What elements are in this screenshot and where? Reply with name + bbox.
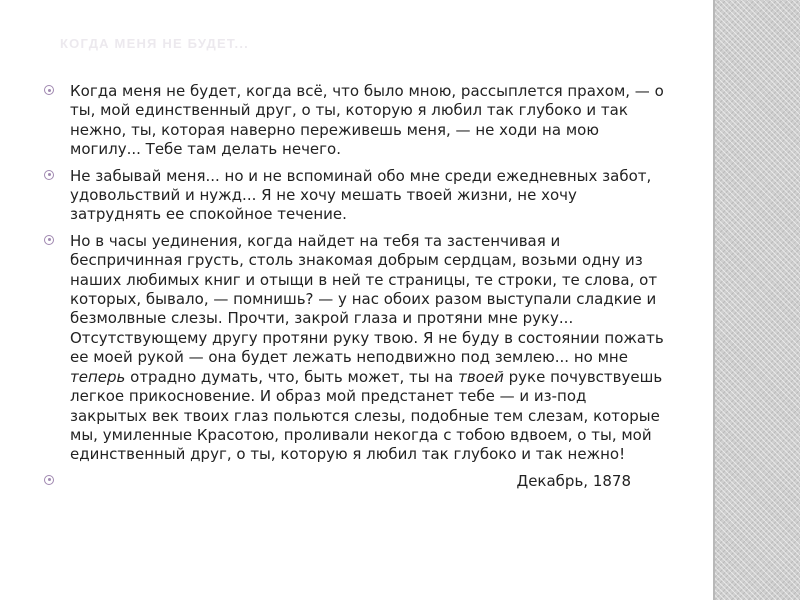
paragraph-2 — [44, 167, 666, 225]
circle-bullet-icon — [44, 475, 54, 485]
paragraph-3-text-b: отрадно думать, что, быть может, ты на — [125, 367, 459, 386]
paragraph-3-text-a: Но в часы уединения, когда найдет на тебя та застенчивая и беспричинная грусть, столь знакомая добрым сердцам, возьми одну из наших любимых книг и отыщи в ней те страницы, те строки, те слова, от которых, бывало, — помнишь? — у нас обоих разом выступали сладкие и безмолвные слезы. Прочти, закрой глаза и протяни мне руку... Отсутствующему другу протяни руку твою. Я не буду в состоянии пожать ее моей рукой — она будет лежать неподвижно под землею... но мне — [70, 231, 664, 367]
slide-body — [44, 82, 666, 492]
slide-title: КОГДА МЕНЯ НЕ БУДЕТ... — [60, 36, 249, 51]
paragraph-3-emphasis-1: теперь — [70, 367, 126, 386]
circle-bullet-icon — [44, 235, 54, 245]
date-line — [44, 472, 666, 492]
circle-bullet-icon — [44, 85, 54, 95]
date-text: Декабрь, 1878 — [516, 471, 631, 490]
paragraph-3 — [44, 232, 666, 465]
paragraph-3-text-c: руке почувствуешь легкое прикосновение. И образ мой предстанет тебе — и из-под закрытых век твоих глаз польются слезы, подобные тем слезам, которые мы, умиленные Красотою, проливали некогда с тобою вдвоем, о ты, мой единственный друг, о ты, которую я любил так глубоко и так нежно! — [70, 367, 663, 464]
paragraph-1 — [44, 82, 666, 160]
decorative-side-band — [713, 0, 800, 600]
paragraph-1-text: Когда меня не будет, когда всё, что было мною, рассыплется прахом, — о ты, мой единственный друг, о ты, которую я любил так глубоко и так нежно, ты, которая наверно переживешь меня, — не ходи на мою могилу... Тебе там делать нечего. — [70, 82, 664, 159]
paragraph-2-text: Не забывай меня... но и не вспоминай обо мне среди ежедневных забот, удовольствий и нужд... Я не хочу мешать твоей жизни, не хочу затруднять ее спокойное течение. — [70, 166, 652, 224]
circle-bullet-icon — [44, 170, 54, 180]
paragraph-3-emphasis-2: твоей — [458, 367, 504, 386]
